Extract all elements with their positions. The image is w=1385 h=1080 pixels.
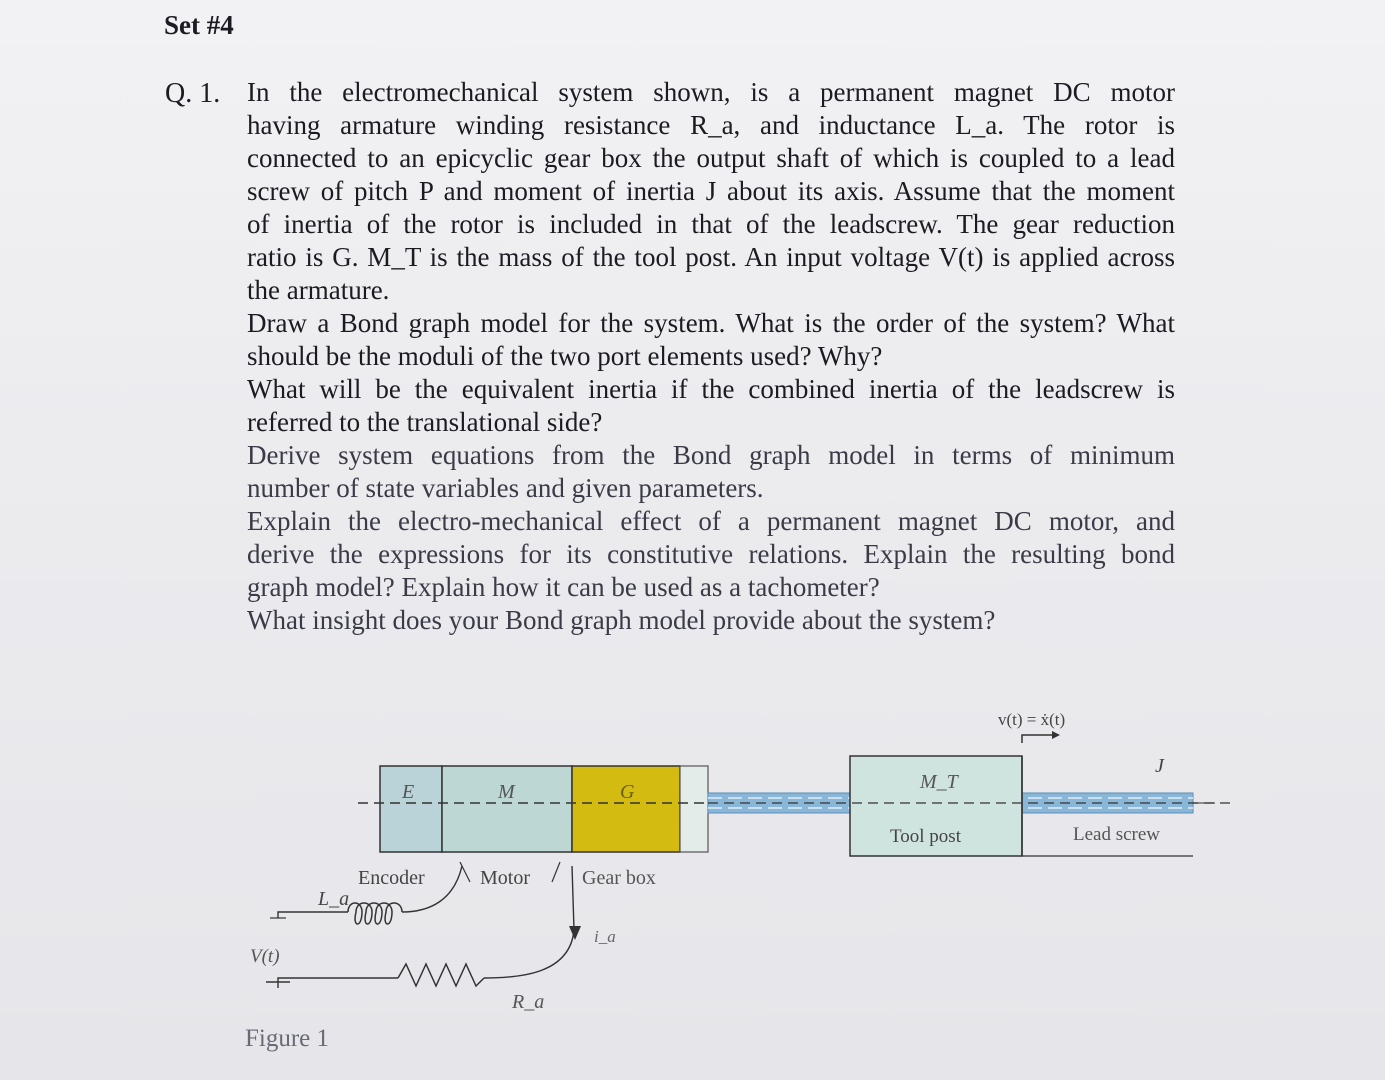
question-line: What will be the equivalent inertia if the combined inertia of the leadscrew is [247,374,1175,404]
G-block-label: G [620,781,635,803]
circuit-wire-bottom [278,978,398,982]
gearbox-block [572,766,680,852]
question-line: ratio is G. M_T is the mass of the tool post. An input voltage V(t) is applied across [247,242,1175,272]
question-line: referred to the translational side? [247,407,603,437]
MT-block-label: M_T [920,771,958,793]
Ra-label: R_a [512,991,545,1013]
figure-caption: Figure 1 [245,1025,330,1052]
question-line: derive the expressions for its constitutive relations. Explain the resulting bond [247,539,1175,569]
motor-label: Motor [480,867,530,889]
E-block-label: E [402,781,415,803]
gearbox-label: Gear box [582,867,656,889]
lead-screw-label: Lead screw [1073,824,1161,845]
question-line: What insight does your Bond graph model provide about the system? [247,605,996,635]
motor-block [442,766,572,852]
question-line: having armature winding resistance R_a, and inductance L_a. The rotor is [247,110,1175,140]
question-line: number of state variables and given parameters. [247,473,764,503]
question-line: Derive system equations from the Bond graph model in terms of minimum [247,440,1175,470]
question-line: Draw a Bond graph model for the system. What is the order of the system? What [247,308,1175,338]
current-arrow [569,926,581,940]
M-block-label: M [498,781,515,803]
motor-pointer [460,862,470,882]
question-number: Q. 1. [165,78,221,109]
question-line: connected to an epicyclic gear box the output shaft of which is coupled to a lead [247,143,1175,173]
encoder-label: Encoder [358,867,425,889]
La-label: L_a [318,888,350,910]
tool-post-label: Tool post [890,826,961,847]
gearbox-flange [680,766,708,852]
set-title: Set #4 [164,10,234,40]
question-line: the armature. [247,275,390,305]
velocity-label: v(t) = ẋ(t) [998,710,1066,729]
system-figure [230,690,1230,1080]
question-line: should be the moduli of the two port elements used? Why? [247,341,883,371]
circuit-wire-top [278,912,348,918]
question-line: Explain the electro-mechanical effect of a permanent magnet DC motor, and [247,506,1175,536]
velocity-arrowhead [1052,731,1060,739]
ia-label: i_a [594,927,616,946]
question-line: graph model? Explain how it can be used as a tachometer? [247,572,880,602]
encoder-block [380,766,442,852]
velocity-arrow [1022,735,1052,743]
question-line: of inertia of the rotor is included in that of the leadscrew. The gear reduction [247,209,1175,239]
question-line: In the electromechanical system shown, is a permanent magnet DC motor [247,77,1175,107]
resistor [398,964,484,986]
electromechanical-diagram [230,690,1230,1020]
question-text [247,76,1175,637]
question-line: screw of pitch P and moment of inertia J about its axis. Assume that the moment [247,176,1175,206]
Vt-label: V(t) [250,946,280,967]
J-label: J [1155,755,1164,777]
gear-pointer [552,862,560,882]
inductor-coil [348,903,402,924]
